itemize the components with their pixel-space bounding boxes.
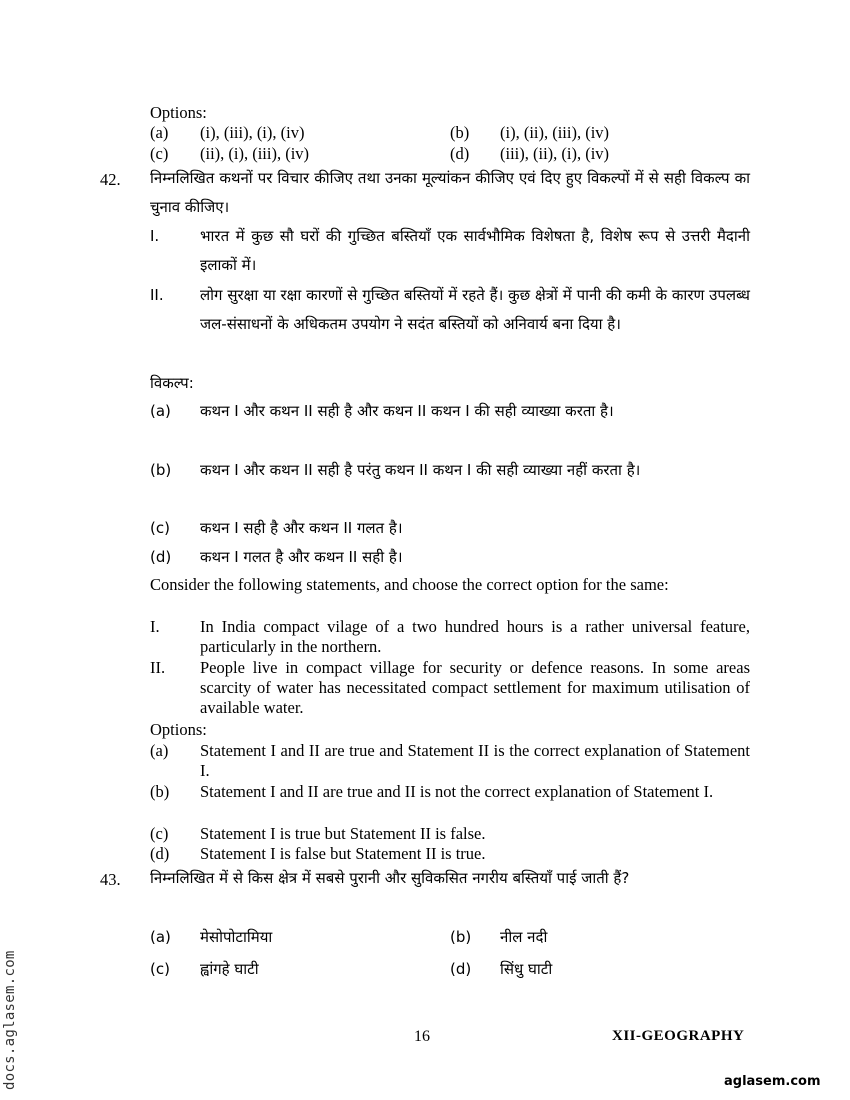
statement-text: लोग सुरक्षा या रक्षा कारणों से गुच्छित बस्तियों में रहते हैं। कुछ क्षेत्रों में पानी की कमी के कारण उपलब्ध जल-संसाधनों के अधिकतम उपयोग ने सदंत बस्तियों को अनिवार्य बना दिया है। bbox=[200, 286, 750, 333]
option-text: (ii), (i), (iii), (iv) bbox=[200, 144, 310, 163]
option-tag: (a) bbox=[150, 402, 171, 420]
option-tag: (a) bbox=[150, 741, 169, 760]
side-watermark: docs.aglasem.com bbox=[2, 950, 18, 1090]
option-tag: (b) bbox=[150, 461, 172, 479]
subject-label: XII-GEOGRAPHY bbox=[612, 1028, 745, 1044]
q42-english-option-b bbox=[150, 782, 750, 802]
statement-tag: I. bbox=[150, 227, 160, 245]
option-text: कथन I गलत है और कथन II सही है। bbox=[200, 548, 403, 566]
option-text: (iii), (ii), (i), (iv) bbox=[500, 144, 610, 163]
option-tag: (b) bbox=[450, 123, 470, 142]
q42-english-statement-1 bbox=[150, 617, 750, 657]
q42-hindi-option-d bbox=[150, 543, 750, 572]
option-text: मेसोपोटामिया bbox=[200, 928, 273, 946]
q42-hindi-option-c bbox=[150, 514, 750, 543]
prev-options-label: Options: bbox=[150, 103, 207, 122]
option-tag: (d) bbox=[450, 960, 472, 978]
option-text: कथन I और कथन II सही है परंतु कथन II कथन I की सही व्याख्या नहीं करता है। bbox=[200, 461, 641, 479]
q42-english-option-c bbox=[150, 824, 750, 844]
brand-link[interactable]: aglasem.com bbox=[724, 1074, 821, 1089]
option-text: (i), (ii), (iii), (iv) bbox=[500, 123, 610, 142]
option-text: (i), (iii), (i), (iv) bbox=[200, 123, 305, 142]
option-tag: (d) bbox=[150, 548, 172, 566]
option-text: कथन I सही है और कथन II गलत है। bbox=[200, 519, 403, 537]
prev-option-c bbox=[150, 144, 500, 164]
option-text: कथन I और कथन II सही है और कथन II कथन I की सही व्याख्या करता है। bbox=[200, 402, 614, 420]
option-tag: (b) bbox=[450, 928, 472, 946]
option-text: नील नदी bbox=[500, 928, 548, 946]
q42-english-statement-2 bbox=[150, 658, 750, 718]
question-number-43: 43. bbox=[100, 870, 121, 889]
q42-hindi-statement-1 bbox=[150, 222, 750, 280]
q42-english-option-a bbox=[150, 741, 750, 781]
option-text: सिंधु घाटी bbox=[500, 960, 553, 978]
option-tag: (c) bbox=[150, 144, 169, 163]
option-text: ह्वांगहे घाटी bbox=[200, 960, 259, 978]
statement-text: People live in compact village for security or defence reasons. In some areas scarcity of water has necessitated compact settlement for maximum utilisation of available water. bbox=[200, 658, 750, 717]
prev-option-a bbox=[150, 123, 500, 143]
option-tag: (c) bbox=[150, 519, 170, 537]
q42-hindi-option-b bbox=[150, 456, 750, 485]
option-text: Statement I and II are true and Statement II is the correct explanation of Statement I. bbox=[200, 741, 750, 780]
prev-option-d bbox=[450, 144, 800, 164]
prev-option-b bbox=[450, 123, 800, 143]
statement-text: In India compact vilage of a two hundred hours is a rather universal feature, particularly in the northern. bbox=[200, 617, 750, 656]
q42-english-options-label: Options: bbox=[150, 720, 207, 739]
statement-tag: II. bbox=[150, 286, 164, 304]
question-number-42: 42. bbox=[100, 170, 121, 189]
option-tag: (a) bbox=[150, 123, 169, 142]
option-text: Statement I is true but Statement II is false. bbox=[200, 824, 486, 843]
option-tag: (d) bbox=[450, 144, 470, 163]
option-tag: (d) bbox=[150, 844, 170, 863]
q42-hindi-options-label: विकल्प: bbox=[150, 374, 194, 392]
option-tag: (a) bbox=[150, 928, 171, 946]
statement-text: भारत में कुछ सौ घरों की गुच्छित बस्तियाँ एक सार्वभौमिक विशेषता है, विशेष रूप से उत्तरी मैदानी इलाकों में। bbox=[200, 227, 750, 274]
statement-tag: I. bbox=[150, 617, 160, 636]
q42-hindi-prompt: निम्नलिखित कथनों पर विचार कीजिए तथा उनका मूल्यांकन कीजिए एवं दिए हुए विकल्पों में से सही विकल्प का चुनाव कीजिए। bbox=[150, 169, 750, 216]
option-text: Statement I and II are true and II is not the correct explanation of Statement I. bbox=[200, 782, 714, 801]
q43-option-c bbox=[150, 955, 500, 984]
q43-option-d bbox=[450, 955, 800, 984]
q42-hindi-statement-2 bbox=[150, 281, 750, 339]
option-tag: (c) bbox=[150, 960, 170, 978]
page-number: 16 bbox=[414, 1028, 430, 1045]
q42-hindi-option-a bbox=[150, 397, 750, 426]
q43-hindi-prompt: निम्नलिखित में से किस क्षेत्र में सबसे पुरानी और सुविकसित नगरीय बस्तियाँ पाई जाती हैं? bbox=[150, 869, 630, 887]
q43-option-a bbox=[150, 923, 500, 952]
statement-tag: II. bbox=[150, 658, 166, 677]
option-text: Statement I is false but Statement II is true. bbox=[200, 844, 486, 863]
option-tag: (c) bbox=[150, 824, 169, 843]
q43-option-b bbox=[450, 923, 800, 952]
q42-english-option-d bbox=[150, 844, 750, 864]
q42-english-prompt: Consider the following statements, and choose the correct option for the same: bbox=[150, 575, 669, 594]
option-tag: (b) bbox=[150, 782, 170, 801]
